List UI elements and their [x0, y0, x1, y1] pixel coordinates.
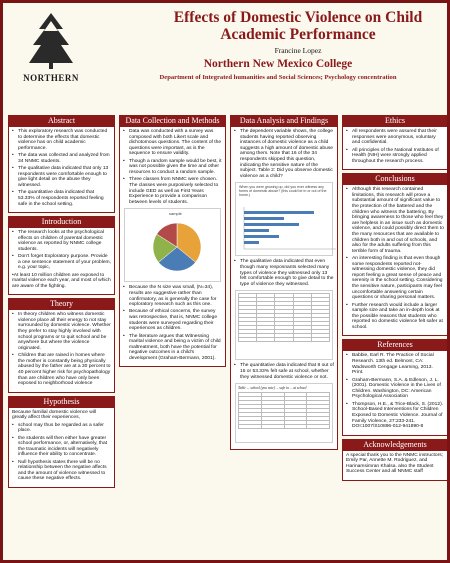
ethics-item: • All principles of the National Institutes of Health (NIH) were strongly applied throughout the research process.: [346, 148, 444, 165]
author: Francine Lopez: [274, 46, 322, 55]
handwritten-table: [238, 392, 330, 429]
conclusions-heading: Conclusions: [342, 173, 448, 184]
ethics-item: • All respondents were assured that their responses were anonymous, voluntary and confidential.: [346, 129, 444, 146]
logo-mark-icon: [11, 9, 91, 71]
theory-item: • In theory children who witness domestic violence place all their energy to not stay surrounded by domestic violence. Whether they prefer to stay highly involved with school programs or to quit school and be anywhere but where the violence originated.: [12, 312, 111, 351]
survey-bar-figure: [235, 182, 333, 256]
introduction-heading: Introduction: [8, 216, 115, 227]
abstract-heading: Abstract: [8, 115, 115, 126]
logo-text: NORTHERN: [23, 73, 79, 83]
handwritten-table-figure: [235, 383, 333, 443]
conclusions-item: • An interesting finding is that even though some respondents reported not-witnessing domestic violence, they did report feeling a great sense of peace and serenity in the school setting. Considering the sensitive nature, participants may feel uncomfortable answering certain questions or sharing personal matters.: [346, 256, 444, 301]
abstract-box: [8, 126, 115, 213]
introduction-item: • The research looks at the psychological effects on children of parental domestic violence as reported by NNMC college students.: [12, 230, 111, 252]
sample-pie-chart: [127, 217, 226, 281]
references-box: [342, 350, 448, 435]
hypothesis-box: [8, 407, 115, 488]
introduction-item: • Don't forget Exploratory purpose. Provide a one sentence statement of your problem, e.g. your topic,: [12, 254, 111, 271]
sample-pie-figure: [124, 208, 221, 282]
college-logo: [11, 9, 91, 93]
theory-box: [8, 309, 115, 392]
column-3: [230, 115, 338, 556]
hypothesis-heading: Hypothesis: [8, 396, 115, 407]
analysis-heading: Data Analysis and Findings: [230, 115, 338, 126]
abstract-item: • The data was collected and analyzed from 34 NNMC students.: [12, 153, 111, 164]
hypothesis-item: • the students will then either have greater school performance, or, alternatively, that the traumatic incidents will negatively influence their ability to concentrate.: [12, 436, 111, 458]
survey-table-figure: [235, 290, 333, 360]
hypothesis-intro: Because familial domestic violence will greatly affect their experiences,: [12, 409, 96, 421]
conclusions-item: • Further research would include a larger sample size and take an in-depth look at the possible reasons that students who reported no domestic violence felt safer at school.: [346, 303, 444, 331]
abstract-item: • The qualitative data indicated that only 13 respondents were comfortable enough to give light detail on the abuse they witnessed.: [12, 166, 111, 188]
methods-item: • Because of ethical concerns, the survey was retrospective, that is, NNMC college students were surveyed regarding their experiences as children.: [123, 309, 222, 331]
hypothesis-item: • Null hypothesis states there will be no relationship between the negative affects and the amount of violence witnessed to cause these negative effects.: [12, 460, 111, 482]
ethics-heading: Ethics: [342, 115, 448, 126]
hypothesis-item: • school may thus be regarded as a safer place.: [12, 423, 111, 434]
column-2: [119, 115, 226, 556]
references-item: • Babbie, Earl R. The Practice of Social Research. 13th ed. Belmont, CA: Wadsworth Cengage Learning, 2013. Print.: [346, 353, 444, 375]
methods-item: • Because the N size was small, (N=34), results are suggestive rather than confirmatory, as is generally the case for exploratory research such as this one.: [123, 285, 222, 307]
methods-item: • Data was conducted with a survey was composed with both Likert scale and dichotomous questions. The content of the questions were important, as is the sequence to ensure validity.: [123, 129, 222, 157]
college-name: Northern New Mexico College: [203, 58, 353, 70]
analysis-item: • The qualitative data indicated that even though many resposnants selected many types of violence they witnessed only 13 felt comfortable enough to give detail to the type of violence they witnessed.: [234, 259, 334, 287]
methods-heading: Data Collection and Methods: [119, 115, 226, 126]
methods-item: • Three classes from NNMC were chosen. The classes were purposively selected to include GED as well as First Years Experience to provide a comparison between levels of students.: [123, 177, 222, 205]
column-1: [8, 115, 115, 556]
methods-item: • Though a random sample would be best, it was not possible given the time and other resources to conduct a random sample.: [123, 159, 222, 176]
poster-title: Effects of Domestic Violence on Child Academic Performance: [173, 9, 423, 43]
abstract-item: • This exploratory research was conducted to determine the effects that domestic violence has on child academic performance.: [12, 129, 111, 151]
theory-heading: Theory: [8, 298, 115, 309]
acknowledgements-box: [342, 450, 448, 481]
introduction-box: [8, 227, 115, 295]
references-item: • Thompson, H.E., & Trice-Black, S. (2012). School-Based Interventions for Children Exposed to Domestic Violence. Journal of Family Violence, 27:233-241. DOI:1007/S10896-012-941890-8: [346, 402, 444, 430]
introduction-note: •At least 10 million children are exposed to marital violence each year, and most of which are aware of the fighting.: [12, 272, 111, 289]
conclusions-box: [342, 184, 448, 336]
survey-table: [238, 293, 330, 342]
column-4: [342, 115, 448, 556]
acknowledgements-heading: Acknowledgements: [342, 439, 448, 450]
methods-item: • The literature argues that Witnessing marital violence and being a victim of child maltreatment, both have the potential for negative outcomes in a child's development (Graham-Bermann, 2001).: [123, 334, 222, 362]
abstract-item: • The quantitative data indicated that 53.33% of respondents reported feeling safe in the school setting.: [12, 190, 111, 207]
references-item: • Graham-Bermann, S.A. & Edleson, J. L. (2001). Domestic Violence in the Lives of Children. Washington, DC: American Psychological Association: [346, 378, 444, 400]
conclusions-item: • Although this research contained limitations, this research will prove a substantial amount of significant value to the protection of the battered and the children who witness the battering. By bringing awareness to those who feel they are helpless in an issue such as domestic violence, and could possibly direct them to the many resources that are available to children both in and out of schools, and also for the adults suffering from this terrible form of trauma.: [346, 187, 444, 254]
ethics-box: [342, 126, 448, 170]
methods-box: [119, 126, 226, 367]
references-heading: References: [342, 339, 448, 350]
survey-bar-chart: [238, 203, 338, 253]
survey-question: When you were growing up, did you ever witness any forms of domestic abuse? (this could be in or out of the home.): [239, 185, 327, 198]
theory-item: • Children that are raised in homes where the mother is constantly being physically abused by the father are at a 30 percent to 40 percent higher risk for psychopathology than are children who have only been exposed to neighborhood violence: [12, 353, 111, 387]
acknowledgements-text: A special thank you to the NNMC instructors; Emily Par, Annette M. Rodriguez, and Harinamsimran Khalsa. also the Student Success Center and all NNMC staff: [346, 452, 444, 475]
analysis-box: [230, 126, 338, 450]
analysis-item: • The quantitative data indicated that 8 out of 15 or 53.33% felt safe at school, whether they witnessed domestic violence or not.: [234, 363, 334, 380]
handwritten-label: Table ... school (you rate) ... safe in ... at school: [238, 386, 307, 391]
analysis-item: • The dependent variable shows, the college students having reported observing instances of domestic violence as a child suggests a high amount of domestic abuse among them. Note that 16 of the 34 respondents skipped this question, indicating the sensitive nature of the subject. Table 2: Did you observe domestic violence as a child?: [234, 129, 334, 179]
pie-title: sample: [169, 211, 182, 217]
department: Department of Integrated humanities and Social Sciences; Psychology concentration: [159, 74, 397, 81]
